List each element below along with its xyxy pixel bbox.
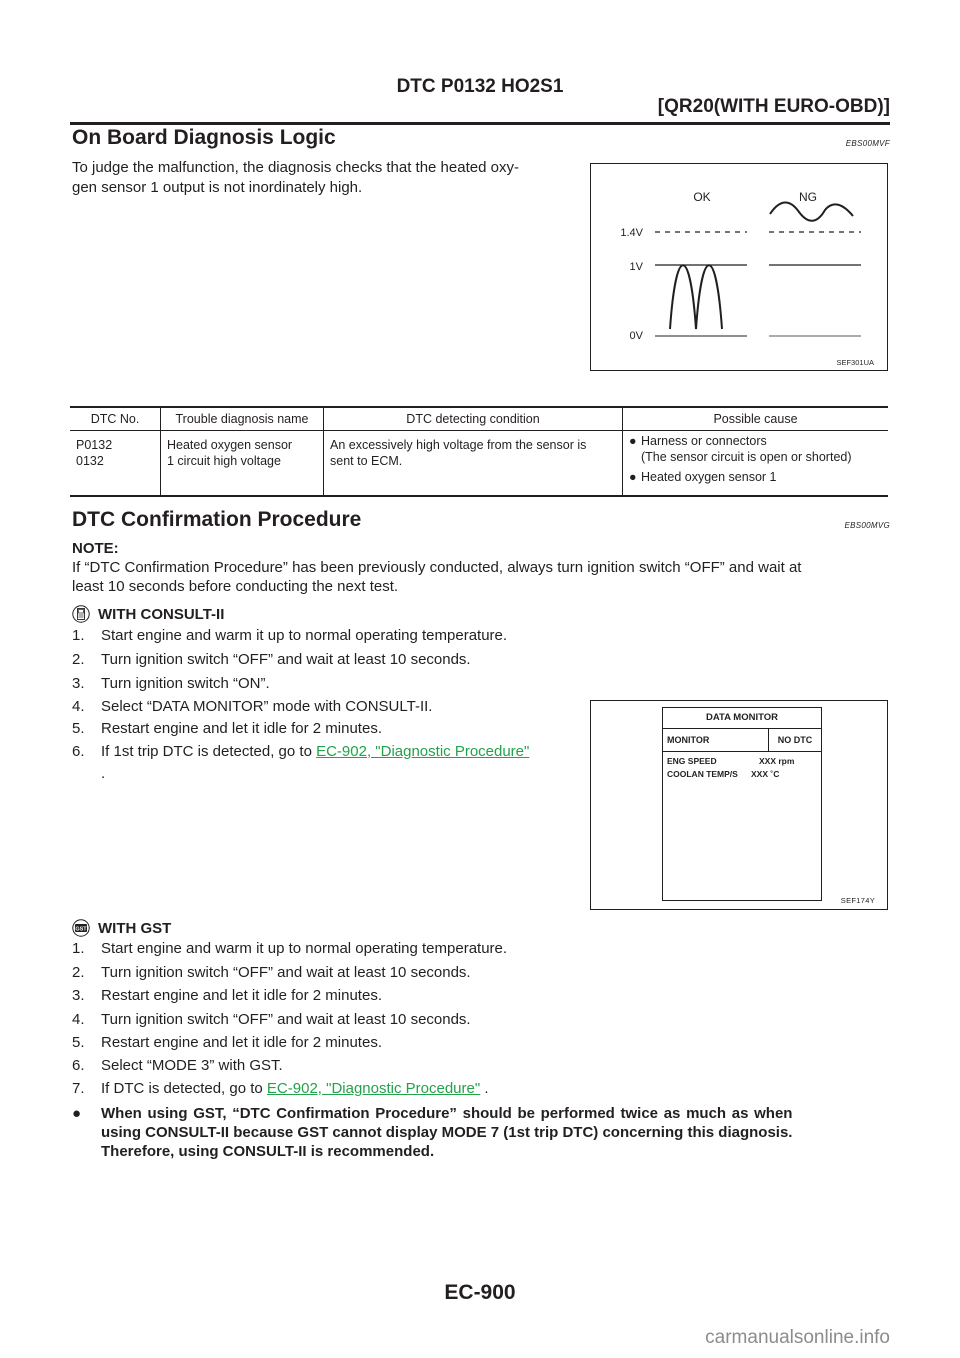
gst-warning-line1: When using GST, “DTC Confirmation Procedure” should be performed twice as much as when [101, 1105, 793, 1122]
table-row [70, 431, 888, 497]
figure-data-monitor [590, 700, 888, 910]
consult-step-2: 2. Turn ignition switch “OFF” and wait at least 10 seconds. [72, 651, 471, 668]
consult-step-3: 3. Turn ignition switch “ON”. [72, 675, 270, 692]
bullet-icon: ● [629, 470, 637, 484]
col-detecting-condition: DTC detecting condition [324, 407, 623, 431]
consult-step-4: 4. Select “DATA MONITOR” mode with CONSULT-II. [72, 698, 433, 715]
consult-icon [72, 605, 90, 623]
ng-waveform [770, 202, 853, 220]
col-diagnosis-name: Trouble diagnosis name [161, 407, 324, 431]
document-title: DTC P0132 HO2S1 [396, 76, 564, 97]
col-dtc-no: DTC No. [70, 407, 161, 431]
bullet-icon: ● [629, 434, 637, 448]
label-1-4v: 1.4V [620, 227, 643, 239]
cell-diagnosis-name [161, 431, 324, 497]
consult-step-6: 6. If 1st trip DTC is detected, go to EC-902, "Diagnostic Procedure" [72, 743, 530, 760]
data-monitor-row-coolant-temp: COOLAN TEMP/S XXX ˚C [667, 769, 780, 779]
logic-text-line2: gen sensor 1 output is not inordinately high. [72, 179, 363, 196]
gst-heading [72, 919, 171, 937]
dtc-table [70, 406, 888, 497]
section-heading-confirm: DTC Confirmation Procedure [72, 508, 362, 531]
cause2: Heated oxygen sensor 1 [641, 470, 777, 484]
consult-step-6-trail: . [101, 765, 106, 782]
label-ok: OK [693, 190, 711, 204]
header-rule [70, 122, 890, 125]
logic-text-line1: To judge the malfunction, the diagnosis checks that the heated oxy- [72, 159, 519, 176]
gst-step-2: 2. Turn ignition switch “OFF” and wait at least 10 seconds. [72, 964, 471, 981]
gst-step-3: 3. Restart engine and let it idle for 2 minutes. [72, 987, 382, 1004]
data-monitor-title: DATA MONITOR [663, 708, 821, 729]
ok-waveform [670, 265, 722, 329]
consult-step-1: 1. Start engine and warm it up to normal operating temperature. [72, 627, 508, 644]
gst-step-1: 1. Start engine and warm it up to normal operating temperature. [72, 940, 508, 957]
consult-heading [72, 605, 224, 623]
consult-diagnostic-procedure-link[interactable]: EC-902, "Diagnostic Procedure" [316, 743, 530, 760]
watermark: carmanualsonline.info [705, 1327, 890, 1348]
gst-icon-text: GST [75, 926, 87, 933]
gst-icon [72, 919, 90, 937]
cause1-line2: (The sensor circuit is open or shorted) [641, 450, 852, 464]
dtc-no-line1: P0132 [76, 438, 113, 452]
data-monitor-screen [662, 707, 822, 901]
section-code-confirm: EBS00MVG [844, 521, 890, 530]
note-line2: least 10 seconds before conducting the next test. [72, 578, 399, 595]
diagnosis-name-line2: 1 circuit high voltage [167, 454, 281, 468]
label-1v: 1V [629, 261, 643, 273]
label-ng: NG [799, 190, 817, 204]
consult-step-5: 5. Restart engine and let it idle for 2 minutes. [72, 720, 382, 737]
gst-diagnostic-procedure-link[interactable]: EC-902, "Diagnostic Procedure" [266, 1080, 481, 1097]
gst-step-4: 4. Turn ignition switch “OFF” and wait at least 10 seconds. [72, 1011, 471, 1028]
note-line1: If “DTC Confirmation Procedure” has been previously conducted, always turn ignition switch “OFF” and wait at [72, 559, 802, 576]
cell-detecting-condition [324, 431, 623, 497]
condition-line2: sent to ECM. [330, 454, 403, 468]
figure1-code: SEF301UA [836, 358, 874, 367]
col-possible-cause: Possible cause [623, 407, 889, 431]
section-code-logic: EBS00MVF [845, 139, 890, 148]
figure2-code: SEF174Y [840, 896, 875, 905]
gst-step-5: 5. Restart engine and let it idle for 2 minutes. [72, 1034, 382, 1051]
cell-dtc-no [70, 431, 161, 497]
cell-possible-cause [623, 431, 889, 497]
note-label: NOTE: [72, 540, 119, 557]
figure-ho2s1-waveform [590, 163, 888, 371]
label-0v: 0V [629, 330, 643, 342]
gst-heading-text: WITH GST [98, 919, 172, 937]
cause-item [629, 433, 882, 465]
gst-step-6: 6. Select “MODE 3” with GST. [72, 1057, 283, 1074]
bullet-icon: ● [72, 1105, 82, 1122]
dtc-no-line2: 0132 [76, 454, 104, 468]
section-heading-logic: On Board Diagnosis Logic [72, 126, 336, 149]
page-number: EC-900 [444, 1281, 516, 1304]
data-monitor-row-eng-speed: ENG SPEED XXX rpm [667, 756, 795, 766]
gst-warning-line2: using CONSULT-II because GST cannot display MODE 7 (1st trip DTC) concerning this diagnosis. [101, 1124, 793, 1141]
no-dtc-label: NO DTC [777, 735, 813, 745]
gst-warning-line3: Therefore, using CONSULT-II is recommended. [101, 1143, 435, 1160]
gst-step-7: 7. If DTC is detected, go to EC-902, "Diagnostic Procedure" . [72, 1080, 489, 1097]
diagnosis-name-line1: Heated oxygen sensor [167, 438, 293, 452]
document-subtitle: [QR20(WITH EURO-OBD)] [657, 96, 890, 117]
consult-heading-text: WITH CONSULT-II [98, 605, 225, 623]
data-monitor-header-row [663, 729, 821, 752]
monitor-label: MONITOR [663, 729, 769, 751]
gst-warning [72, 1104, 890, 1161]
waveform-diagram [591, 164, 887, 370]
condition-line1: An excessively high voltage from the sensor is [330, 438, 587, 452]
cause1-line1: Harness or connectors [641, 434, 767, 448]
table-header-row [70, 407, 888, 431]
cause-item [629, 469, 882, 485]
